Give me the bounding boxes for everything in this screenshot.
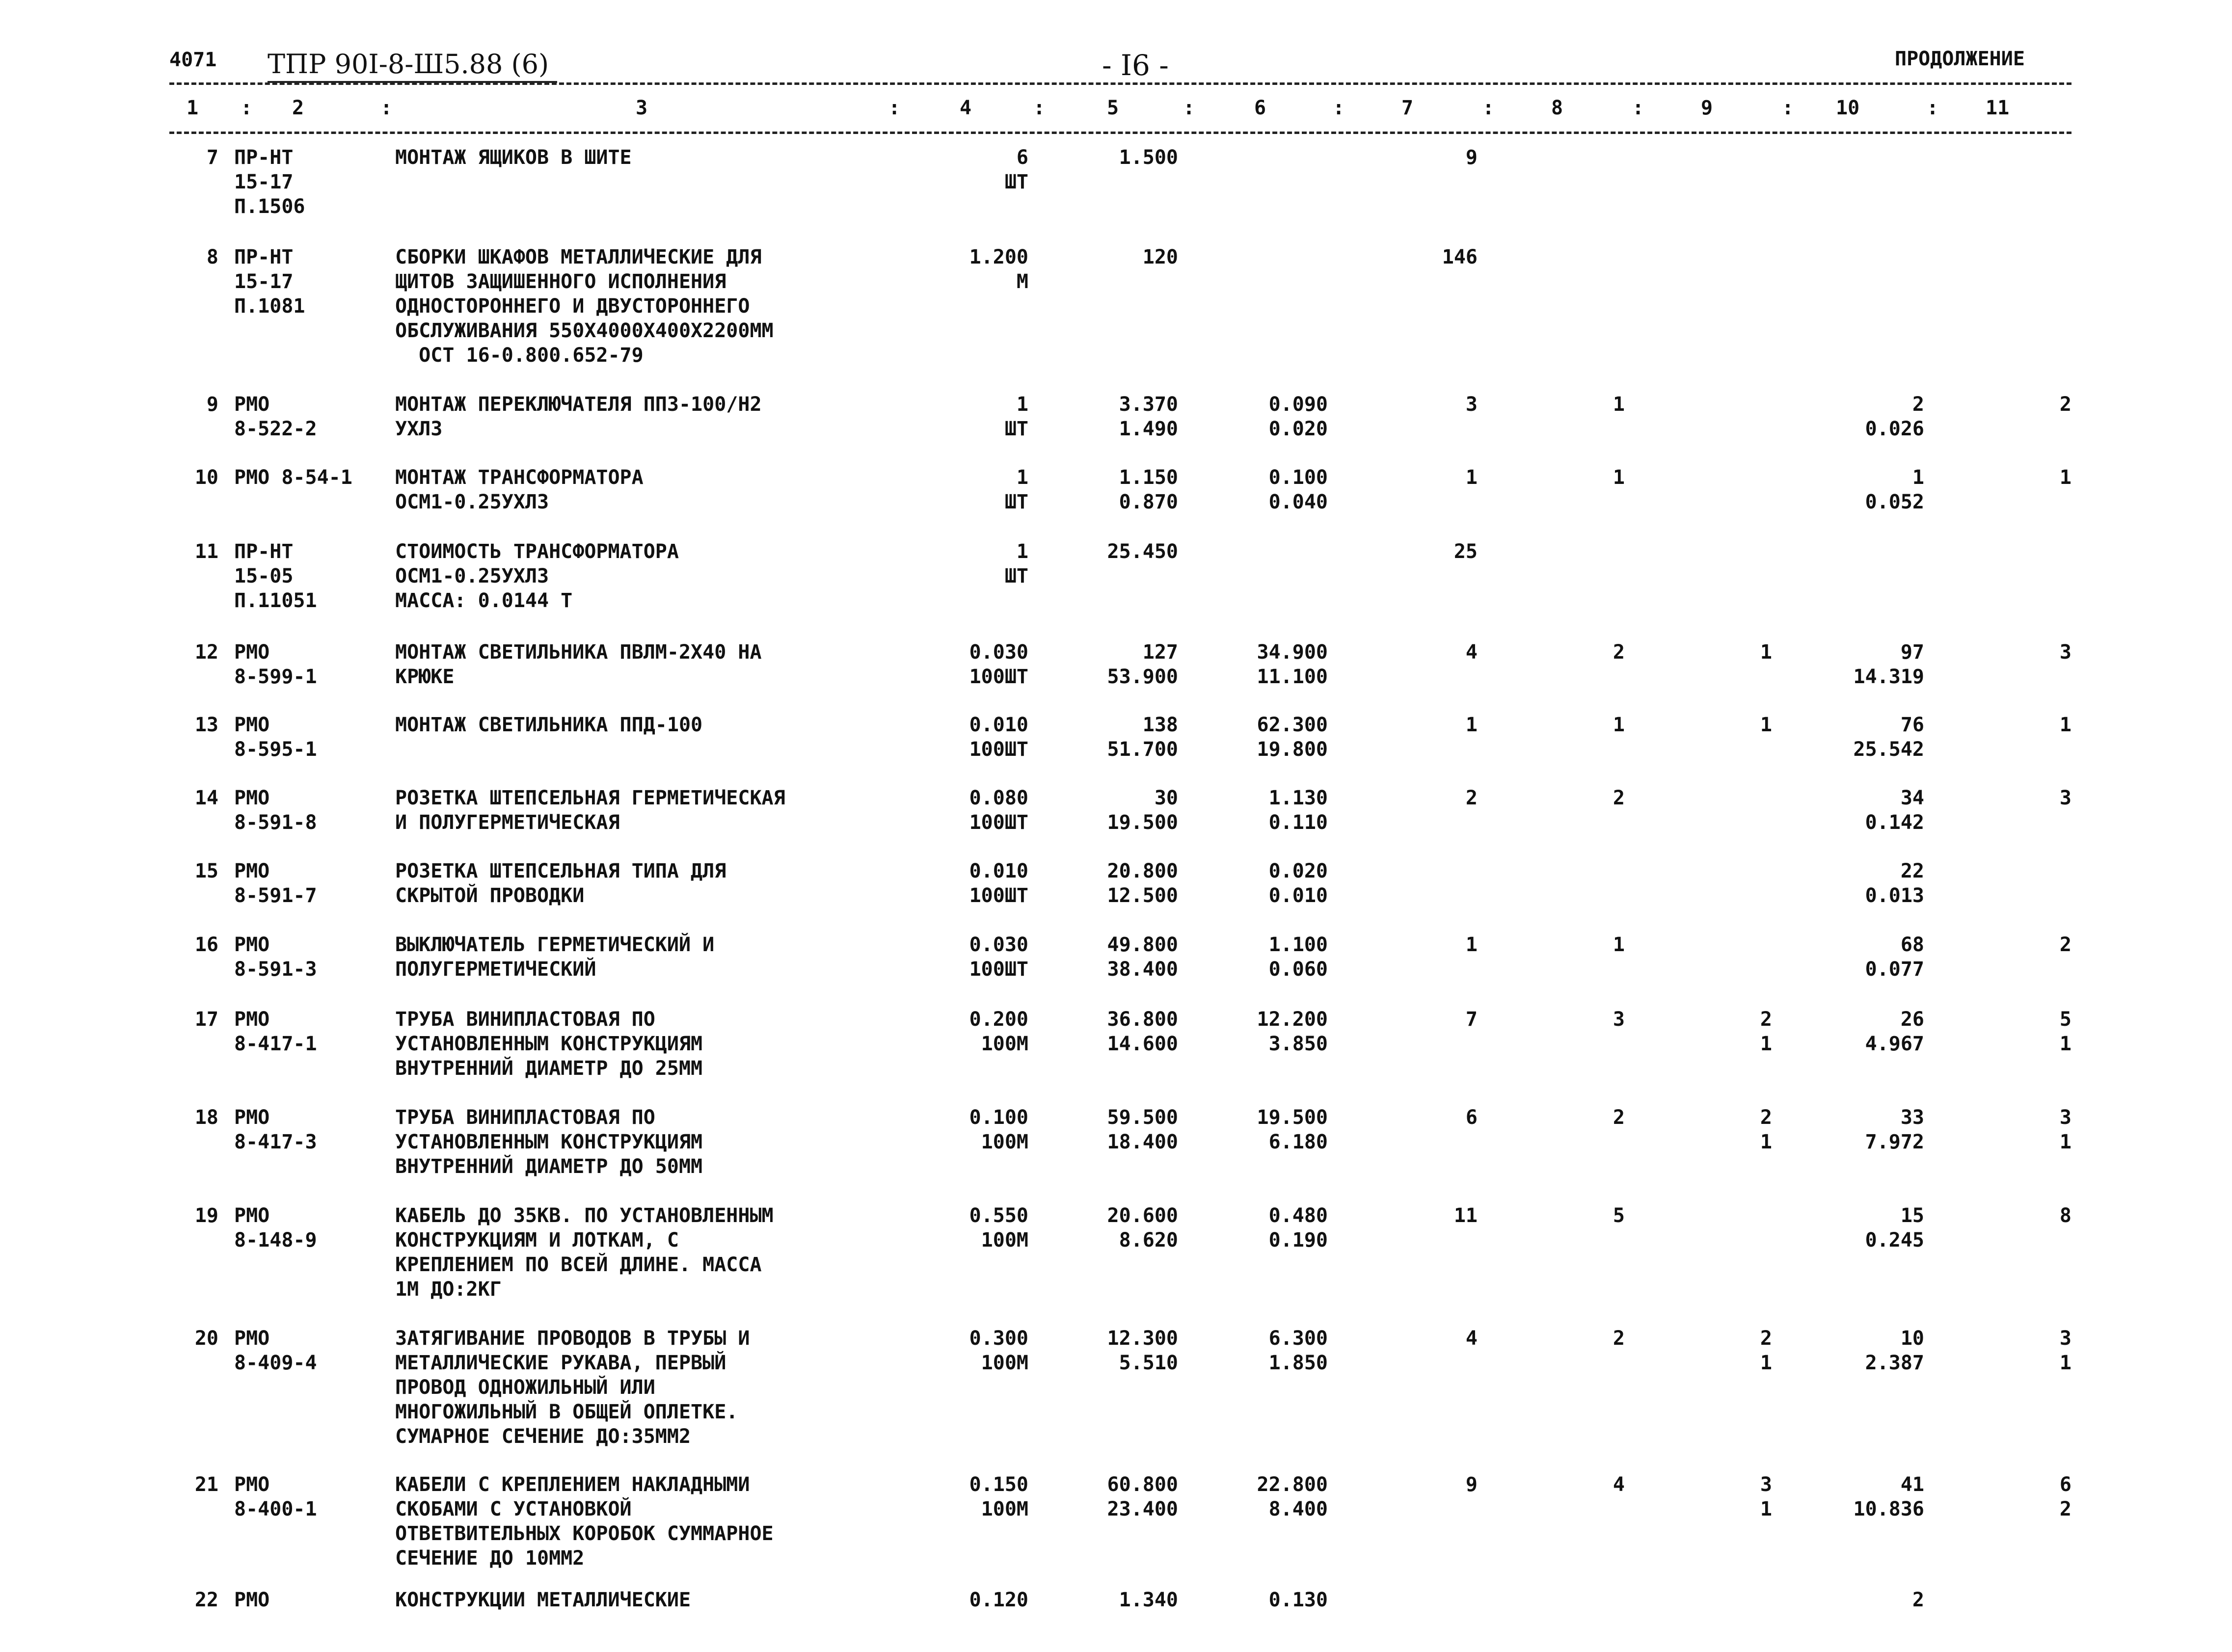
cost-cell: 34.900 bbox=[1257, 641, 1328, 664]
work-description: МЕТАЛЛИЧЕСКИЕ РУКАВА, ПЕРВЫЙ bbox=[395, 1352, 726, 1374]
rate-code: 8-599-1 bbox=[234, 666, 317, 688]
rate-code: ПР-НТ bbox=[234, 146, 294, 169]
total-cost-cell: 6 bbox=[1465, 1106, 1478, 1129]
wages-cell: 4 bbox=[1613, 1473, 1625, 1496]
work-description: ОСТ 16-0.800.652-79 bbox=[395, 344, 644, 367]
work-description: МОНТАЖ СВЕТИЛЬНИКА ППД-100 bbox=[395, 714, 703, 736]
quantity-cell: М bbox=[1016, 270, 1028, 293]
continuation-label: ПРОДОЛЖЕНИЕ bbox=[1895, 48, 2025, 70]
extra-cell: 1 bbox=[2059, 1352, 2071, 1374]
unit-cost-cell: 23.400 bbox=[1107, 1498, 1178, 1520]
labor-cell: 2 bbox=[1912, 1589, 1924, 1611]
labor-cell: 0.142 bbox=[1865, 811, 1924, 834]
unit-cost-cell: 53.900 bbox=[1107, 666, 1178, 688]
column-separator: : bbox=[1482, 97, 1495, 119]
unit-cost-cell: 12.500 bbox=[1107, 884, 1178, 907]
quantity-cell: ШТ bbox=[1004, 565, 1028, 587]
labor-cell: 33 bbox=[1900, 1106, 1924, 1129]
row-number: 13 bbox=[194, 714, 218, 736]
column-header: 10 bbox=[1836, 97, 1860, 119]
cost-cell: 22.800 bbox=[1257, 1473, 1328, 1496]
wages-cell: 2 bbox=[1613, 787, 1625, 809]
sheet-id: 4071 bbox=[169, 49, 217, 71]
total-cost-cell: 11 bbox=[1453, 1204, 1478, 1227]
page-number: - I6 - bbox=[1102, 49, 1169, 82]
cost-cell: 19.500 bbox=[1257, 1106, 1328, 1129]
row-number: 12 bbox=[194, 641, 218, 664]
cost-cell: 8.400 bbox=[1268, 1498, 1328, 1520]
unit-cost-cell: 138 bbox=[1142, 714, 1178, 736]
wages-cell: 1 bbox=[1613, 393, 1625, 416]
unit-cost-cell: 25.450 bbox=[1107, 540, 1178, 563]
wages-cell: 1 bbox=[1613, 466, 1625, 489]
unit-cost-cell: 18.400 bbox=[1107, 1131, 1178, 1153]
unit-cost-cell: 8.620 bbox=[1119, 1229, 1178, 1252]
cost-cell: 0.090 bbox=[1268, 393, 1328, 416]
cost-cell: 1.850 bbox=[1268, 1352, 1328, 1374]
quantity-cell: 0.010 bbox=[969, 714, 1028, 736]
cost-cell: 0.480 bbox=[1268, 1204, 1328, 1227]
column-separator: : bbox=[1632, 97, 1644, 119]
extra-cell: 3 bbox=[2059, 787, 2071, 809]
rate-code: РМО bbox=[234, 1008, 270, 1031]
row-number: 9 bbox=[206, 393, 218, 416]
rate-code: 15-05 bbox=[234, 565, 294, 587]
unit-cost-cell: 20.600 bbox=[1107, 1204, 1178, 1227]
total-cost-cell: 25 bbox=[1453, 540, 1478, 563]
work-description: СКОБАМИ С УСТАНОВКОЙ bbox=[395, 1498, 632, 1520]
work-description: УХЛ3 bbox=[395, 418, 443, 440]
rate-code: РМО bbox=[234, 1327, 270, 1350]
work-description: МОНТАЖ ПЕРЕКЛЮЧАТЕЛЯ ППЗ-100/Н2 bbox=[395, 393, 762, 416]
work-description: ПОЛУГЕРМЕТИЧЕСКИЙ bbox=[395, 958, 596, 981]
row-number: 11 bbox=[194, 540, 218, 563]
quantity-cell: 0.080 bbox=[969, 787, 1028, 809]
row-number: 7 bbox=[206, 146, 218, 169]
labor-cell: 0.245 bbox=[1865, 1229, 1924, 1252]
unit-cost-cell: 12.300 bbox=[1107, 1327, 1178, 1350]
unit-cost-cell: 5.510 bbox=[1119, 1352, 1178, 1374]
wages-cell: 2 bbox=[1613, 641, 1625, 664]
row-number: 18 bbox=[194, 1106, 218, 1129]
quantity-cell: 0.120 bbox=[969, 1589, 1028, 1611]
work-description: СУМАРНОЕ СЕЧЕНИЕ ДО:35ММ2 bbox=[395, 1425, 691, 1448]
quantity-cell: 100М bbox=[981, 1498, 1028, 1520]
total-cost-cell: 1 bbox=[1465, 466, 1478, 489]
rate-code: 8-400-1 bbox=[234, 1498, 317, 1520]
rate-code: 8-409-4 bbox=[234, 1352, 317, 1374]
extra-cell: 1 bbox=[2059, 466, 2071, 489]
machine-cell: 1 bbox=[1760, 1033, 1772, 1055]
column-header: 5 bbox=[1107, 97, 1119, 119]
work-description: МНОГОЖИЛЬНЫЙ В ОБЩЕЙ ОПЛЕТКЕ. bbox=[395, 1401, 738, 1423]
row-number: 14 bbox=[194, 787, 218, 809]
cost-cell: 12.200 bbox=[1257, 1008, 1328, 1031]
work-description: РОЗЕТКА ШТЕПСЕЛЬНАЯ ГЕРМЕТИЧЕСКАЯ bbox=[395, 787, 785, 809]
rate-code: 8-591-3 bbox=[234, 958, 317, 981]
quantity-cell: 0.030 bbox=[969, 933, 1028, 956]
rate-code: 8-595-1 bbox=[234, 738, 317, 761]
column-separator: : bbox=[1033, 97, 1046, 119]
unit-cost-cell: 59.500 bbox=[1107, 1106, 1178, 1129]
quantity-cell: 1 bbox=[1016, 540, 1028, 563]
rate-code: РМО bbox=[234, 641, 270, 664]
total-cost-cell: 1 bbox=[1465, 714, 1478, 736]
labor-cell: 10.836 bbox=[1853, 1498, 1924, 1520]
unit-cost-cell: 14.600 bbox=[1107, 1033, 1178, 1055]
extra-cell: 3 bbox=[2059, 1106, 2071, 1129]
cost-cell: 62.300 bbox=[1257, 714, 1328, 736]
work-description: 1М ДО:2КГ bbox=[395, 1278, 502, 1301]
row-number: 8 bbox=[206, 246, 218, 268]
extra-cell: 1 bbox=[2059, 1033, 2071, 1055]
cost-cell: 0.020 bbox=[1268, 418, 1328, 440]
unit-cost-cell: 60.800 bbox=[1107, 1473, 1178, 1496]
rate-code: 8-417-3 bbox=[234, 1131, 317, 1153]
quantity-cell: 100ШТ bbox=[969, 738, 1028, 761]
unit-cost-cell: 20.800 bbox=[1107, 860, 1178, 882]
cost-cell: 1.130 bbox=[1268, 787, 1328, 809]
work-description: УСТАНОВЛЕННЫМ КОНСТРУКЦИЯМ bbox=[395, 1131, 703, 1153]
work-description: ОДНОСТОРОННЕГО И ДВУСТОРОННЕГО bbox=[395, 295, 750, 318]
total-cost-cell: 3 bbox=[1465, 393, 1478, 416]
header-top-rule bbox=[169, 82, 2071, 85]
work-description: СТОИМОСТЬ ТРАНСФОРМАТОРА bbox=[395, 540, 679, 563]
total-cost-cell: 2 bbox=[1465, 787, 1478, 809]
quantity-cell: 100М bbox=[981, 1352, 1028, 1374]
cost-cell: 19.800 bbox=[1257, 738, 1328, 761]
machine-cell: 2 bbox=[1760, 1327, 1772, 1350]
machine-cell: 1 bbox=[1760, 714, 1772, 736]
rate-code: РМО bbox=[234, 1473, 270, 1496]
cost-cell: 11.100 bbox=[1257, 666, 1328, 688]
work-description: ОСМ1-0.25УХЛ3 bbox=[395, 565, 549, 587]
rate-code: РМО bbox=[234, 1589, 270, 1611]
extra-cell: 3 bbox=[2059, 1327, 2071, 1350]
wages-cell: 2 bbox=[1613, 1106, 1625, 1129]
labor-cell: 10 bbox=[1900, 1327, 1924, 1350]
column-header: 8 bbox=[1551, 97, 1563, 119]
work-description: СЕЧЕНИЕ ДО 10ММ2 bbox=[395, 1547, 585, 1570]
column-header: 1 bbox=[187, 97, 199, 119]
row-number: 19 bbox=[194, 1204, 218, 1227]
rate-code: 15-17 bbox=[234, 171, 294, 193]
rate-code: 15-17 bbox=[234, 270, 294, 293]
quantity-cell: 0.150 bbox=[969, 1473, 1028, 1496]
unit-cost-cell: 1.500 bbox=[1119, 146, 1178, 169]
quantity-cell: 0.100 bbox=[969, 1106, 1028, 1129]
extra-cell: 5 bbox=[2059, 1008, 2071, 1031]
total-cost-cell: 9 bbox=[1465, 1473, 1478, 1496]
cost-cell: 0.040 bbox=[1268, 491, 1328, 513]
labor-cell: 2.387 bbox=[1865, 1352, 1924, 1374]
labor-cell: 15 bbox=[1900, 1204, 1924, 1227]
column-header: 6 bbox=[1254, 97, 1266, 119]
quantity-cell: ШТ bbox=[1004, 418, 1028, 440]
quantity-cell: 100М bbox=[981, 1033, 1028, 1055]
machine-cell: 1 bbox=[1760, 1131, 1772, 1153]
labor-cell: 0.026 bbox=[1865, 418, 1924, 440]
labor-cell: 26 bbox=[1900, 1008, 1924, 1031]
labor-cell: 22 bbox=[1900, 860, 1924, 882]
labor-cell: 97 bbox=[1900, 641, 1924, 664]
labor-cell: 25.542 bbox=[1853, 738, 1924, 761]
quantity-cell: 0.550 bbox=[969, 1204, 1028, 1227]
cost-cell: 0.110 bbox=[1268, 811, 1328, 834]
quantity-cell: 0.010 bbox=[969, 860, 1028, 882]
work-description: МОНТАЖ ЯЩИКОВ В ШИТЕ bbox=[395, 146, 632, 169]
row-number: 10 bbox=[194, 466, 218, 489]
unit-cost-cell: 51.700 bbox=[1107, 738, 1178, 761]
quantity-cell: 100М bbox=[981, 1131, 1028, 1153]
cost-cell: 1.100 bbox=[1268, 933, 1328, 956]
cost-cell: 0.100 bbox=[1268, 466, 1328, 489]
column-separator: : bbox=[1333, 97, 1345, 119]
wages-cell: 3 bbox=[1613, 1008, 1625, 1031]
cost-cell: 0.010 bbox=[1268, 884, 1328, 907]
quantity-cell: 100ШТ bbox=[969, 884, 1028, 907]
unit-cost-cell: 0.870 bbox=[1119, 491, 1178, 513]
cost-cell: 0.190 bbox=[1268, 1229, 1328, 1252]
extra-cell: 2 bbox=[2059, 933, 2071, 956]
unit-cost-cell: 120 bbox=[1142, 246, 1178, 268]
rate-code: РМО bbox=[234, 714, 270, 736]
work-description: И ПОЛУГЕРМЕТИЧЕСКАЯ bbox=[395, 811, 620, 834]
work-description: КОНСТРУКЦИЯМ И ЛОТКАМ, С bbox=[395, 1229, 679, 1252]
work-description: КРЕПЛЕНИЕМ ПО ВСЕЙ ДЛИНЕ. МАССА bbox=[395, 1253, 762, 1276]
unit-cost-cell: 19.500 bbox=[1107, 811, 1178, 834]
work-description: ТРУБА ВИНИПЛАСТОВАЯ ПО bbox=[395, 1008, 655, 1031]
machine-cell: 1 bbox=[1760, 1498, 1772, 1520]
extra-cell: 1 bbox=[2059, 1131, 2071, 1153]
labor-cell: 0.077 bbox=[1865, 958, 1924, 981]
column-header: 3 bbox=[636, 97, 648, 119]
cost-cell: 6.300 bbox=[1268, 1327, 1328, 1350]
rate-code: 8-591-7 bbox=[234, 884, 317, 907]
labor-cell: 4.967 bbox=[1865, 1033, 1924, 1055]
extra-cell: 3 bbox=[2059, 641, 2071, 664]
cost-cell: 6.180 bbox=[1268, 1131, 1328, 1153]
work-description: КРЮКЕ bbox=[395, 666, 455, 688]
extra-cell: 2 bbox=[2059, 393, 2071, 416]
labor-cell: 41 bbox=[1900, 1473, 1924, 1496]
wages-cell: 1 bbox=[1613, 933, 1625, 956]
labor-cell: 0.013 bbox=[1865, 884, 1924, 907]
machine-cell: 1 bbox=[1760, 1352, 1772, 1374]
row-number: 20 bbox=[194, 1327, 218, 1350]
total-cost-cell: 9 bbox=[1465, 146, 1478, 169]
rate-code: РМО bbox=[234, 860, 270, 882]
total-cost-cell: 1 bbox=[1465, 933, 1478, 956]
total-cost-cell: 7 bbox=[1465, 1008, 1478, 1031]
machine-cell: 3 bbox=[1760, 1473, 1772, 1496]
rate-code: 8-417-1 bbox=[234, 1033, 317, 1055]
work-description: РОЗЕТКА ШТЕПСЕЛЬНАЯ ТИПА ДЛЯ bbox=[395, 860, 726, 882]
quantity-cell: 1.200 bbox=[969, 246, 1028, 268]
total-cost-cell: 146 bbox=[1442, 246, 1478, 268]
rate-code: РМО bbox=[234, 393, 270, 416]
row-number: 15 bbox=[194, 860, 218, 882]
labor-cell: 2 bbox=[1912, 393, 1924, 416]
work-description: ОСМ1-0.25УХЛ3 bbox=[395, 491, 549, 513]
column-header: 11 bbox=[1986, 97, 2010, 119]
rate-code: П.11051 bbox=[234, 589, 317, 612]
rate-code: 8-591-8 bbox=[234, 811, 317, 834]
unit-cost-cell: 1.150 bbox=[1119, 466, 1178, 489]
column-separator: : bbox=[1183, 97, 1195, 119]
extra-cell: 6 bbox=[2059, 1473, 2071, 1496]
row-number: 21 bbox=[194, 1473, 218, 1496]
work-description: ЗАТЯГИВАНИЕ ПРОВОДОВ В ТРУБЫ И bbox=[395, 1327, 750, 1350]
rate-code: РМО bbox=[234, 1204, 270, 1227]
column-separator: : bbox=[241, 97, 253, 119]
unit-cost-cell: 38.400 bbox=[1107, 958, 1178, 981]
quantity-cell: 1 bbox=[1016, 466, 1028, 489]
column-separator: : bbox=[1782, 97, 1794, 119]
column-separator: : bbox=[380, 97, 393, 119]
labor-cell: 14.319 bbox=[1853, 666, 1924, 688]
unit-cost-cell: 1.340 bbox=[1119, 1589, 1178, 1611]
machine-cell: 1 bbox=[1760, 641, 1772, 664]
quantity-cell: 100ШТ bbox=[969, 811, 1028, 834]
work-description: КОНСТРУКЦИИ МЕТАЛЛИЧЕСКИЕ bbox=[395, 1589, 691, 1611]
work-description: ВЫКЛЮЧАТЕЛЬ ГЕРМЕТИЧЕСКИЙ И bbox=[395, 933, 715, 956]
quantity-cell: 100ШТ bbox=[969, 958, 1028, 981]
work-description: СБОРКИ ШКАФОВ МЕТАЛЛИЧЕСКИЕ ДЛЯ bbox=[395, 246, 762, 268]
total-cost-cell: 4 bbox=[1465, 1327, 1478, 1350]
rate-code: ПР-НТ bbox=[234, 540, 294, 563]
rate-code: РМО bbox=[234, 787, 270, 809]
column-header: 4 bbox=[960, 97, 972, 119]
work-description: МОНТАЖ ТРАНСФОРМАТОРА bbox=[395, 466, 644, 489]
quantity-cell: 1 bbox=[1016, 393, 1028, 416]
work-description: ТРУБА ВИНИПЛАСТОВАЯ ПО bbox=[395, 1106, 655, 1129]
work-description: ВНУТРЕННИЙ ДИАМЕТР ДО 25ММ bbox=[395, 1057, 703, 1080]
quantity-cell: ШТ bbox=[1004, 491, 1028, 513]
total-cost-cell: 4 bbox=[1465, 641, 1478, 664]
extra-cell: 2 bbox=[2059, 1498, 2071, 1520]
unit-cost-cell: 36.800 bbox=[1107, 1008, 1178, 1031]
wages-cell: 5 bbox=[1613, 1204, 1625, 1227]
quantity-cell: 0.300 bbox=[969, 1327, 1028, 1350]
labor-cell: 0.052 bbox=[1865, 491, 1924, 513]
work-description: ПРОВОД ОДНОЖИЛЬНЫЙ ИЛИ bbox=[395, 1376, 655, 1399]
quantity-cell: 100М bbox=[981, 1229, 1028, 1252]
work-description: ЩИТОВ ЗАЩИШЕННОГО ИСПОЛНЕНИЯ bbox=[395, 270, 726, 293]
quantity-cell: ШТ bbox=[1004, 171, 1028, 193]
column-separator: : bbox=[1927, 97, 1939, 119]
quantity-cell: 100ШТ bbox=[969, 666, 1028, 688]
rate-code: П.1506 bbox=[234, 195, 305, 218]
quantity-cell: 0.200 bbox=[969, 1008, 1028, 1031]
unit-cost-cell: 3.370 bbox=[1119, 393, 1178, 416]
header-bottom-rule bbox=[169, 132, 2071, 134]
unit-cost-cell: 49.800 bbox=[1107, 933, 1178, 956]
rate-code: РМО bbox=[234, 1106, 270, 1129]
work-description: МОНТАЖ СВЕТИЛЬНИКА ПВЛМ-2Х40 НА bbox=[395, 641, 762, 664]
row-number: 17 bbox=[194, 1008, 218, 1031]
labor-cell: 76 bbox=[1900, 714, 1924, 736]
labor-cell: 34 bbox=[1900, 787, 1924, 809]
column-header: 9 bbox=[1701, 97, 1713, 119]
labor-cell: 68 bbox=[1900, 933, 1924, 956]
rate-code: РМО 8-54-1 bbox=[234, 466, 352, 489]
rate-code: РМО bbox=[234, 933, 270, 956]
machine-cell: 2 bbox=[1760, 1106, 1772, 1129]
wages-cell: 2 bbox=[1613, 1327, 1625, 1350]
quantity-cell: 6 bbox=[1016, 146, 1028, 169]
unit-cost-cell: 30 bbox=[1154, 787, 1178, 809]
column-separator: : bbox=[888, 97, 901, 119]
document-code: ТПР 90I-8-Ш5.88 (6) bbox=[268, 49, 549, 80]
labor-cell: 1 bbox=[1912, 466, 1924, 489]
cost-cell: 0.130 bbox=[1268, 1589, 1328, 1611]
wages-cell: 1 bbox=[1613, 714, 1625, 736]
work-description: СКРЫТОЙ ПРОВОДКИ bbox=[395, 884, 585, 907]
rate-code: 8-148-9 bbox=[234, 1229, 317, 1252]
work-description: УСТАНОВЛЕННЫМ КОНСТРУКЦИЯМ bbox=[395, 1033, 703, 1055]
cost-cell: 3.850 bbox=[1268, 1033, 1328, 1055]
work-description: КАБЕЛИ С КРЕПЛЕНИЕМ НАКЛАДНЫМИ bbox=[395, 1473, 750, 1496]
column-header: 2 bbox=[292, 97, 304, 119]
work-description: ВНУТРЕННИЙ ДИАМЕТР ДО 50ММ bbox=[395, 1155, 703, 1178]
work-description: КАБЕЛЬ ДО 35КВ. ПО УСТАНОВЛЕННЫМ bbox=[395, 1204, 774, 1227]
work-description: МАССА: 0.0144 Т bbox=[395, 589, 573, 612]
quantity-cell: 0.030 bbox=[969, 641, 1028, 664]
work-description: ОБСЛУЖИВАНИЯ 550X4000X400X2200MM bbox=[395, 320, 774, 342]
unit-cost-cell: 127 bbox=[1142, 641, 1178, 664]
row-number: 22 bbox=[194, 1589, 218, 1611]
cost-cell: 0.060 bbox=[1268, 958, 1328, 981]
cost-cell: 0.020 bbox=[1268, 860, 1328, 882]
extra-cell: 1 bbox=[2059, 714, 2071, 736]
rate-code: П.1081 bbox=[234, 295, 305, 318]
column-header: 7 bbox=[1401, 97, 1414, 119]
rate-code: 8-522-2 bbox=[234, 418, 317, 440]
rate-code: ПР-НТ bbox=[234, 246, 294, 268]
labor-cell: 7.972 bbox=[1865, 1131, 1924, 1153]
row-number: 16 bbox=[194, 933, 218, 956]
work-description: ОТВЕТВИТЕЛЬНЫХ КОРОБОК СУММАРНОЕ bbox=[395, 1522, 774, 1545]
machine-cell: 2 bbox=[1760, 1008, 1772, 1031]
extra-cell: 8 bbox=[2059, 1204, 2071, 1227]
unit-cost-cell: 1.490 bbox=[1119, 418, 1178, 440]
